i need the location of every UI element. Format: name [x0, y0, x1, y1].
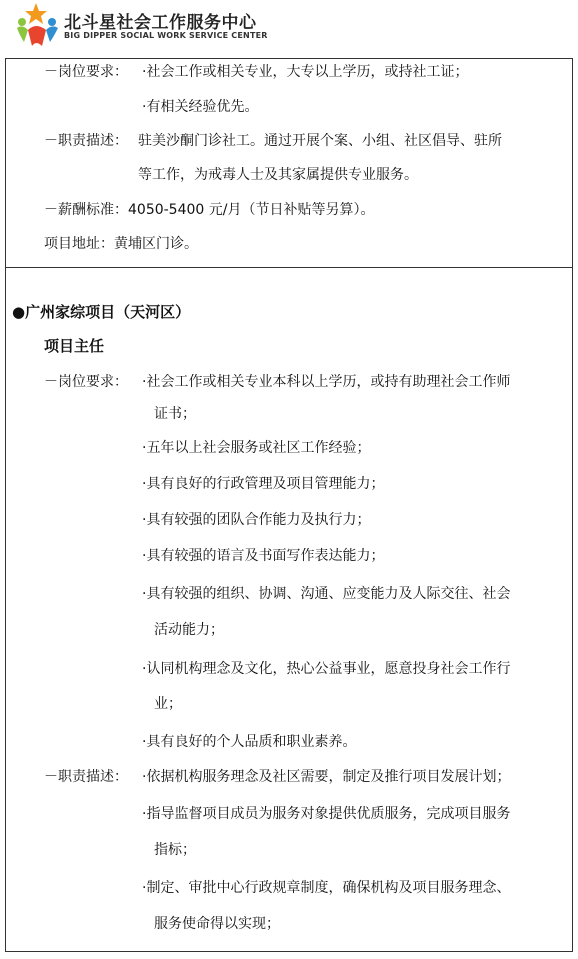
requirement-item-continued: 业； — [154, 696, 182, 712]
requirement-item: ·社会工作或相关专业，大专以上学历，或持社工证； — [142, 64, 469, 80]
duty-text: 驻美沙酮门诊社工。通过开展个案、小组、社区倡导、驻所 — [138, 133, 502, 149]
duty-text: 等工作，为戒毒人士及其家属提供专业服务。 — [138, 167, 418, 183]
requirement-item-continued: 证书； — [154, 406, 196, 422]
logo-icon — [14, 2, 62, 48]
brand-name-cn: 北斗星社会工作服务中心 — [64, 13, 257, 33]
project-title: ●广州家综项目（天河区） — [12, 303, 191, 321]
duty-item: ·依据机构服务理念及社区需要，制定及推行项目发展计划； — [142, 769, 511, 785]
requirement-item: ·具有较强的团队合作能力及执行力； — [142, 512, 371, 528]
requirement-item: ·五年以上社会服务或社区工作经验； — [142, 440, 371, 456]
duty-item: ·制定、审批中心行政规章制度，确保机构及项目服务理念、 — [142, 880, 511, 896]
address-text: 项目地址：黄埔区门诊。 — [44, 236, 198, 252]
requirements-label: －岗位要求： — [44, 374, 128, 390]
job-section-2 — [5, 267, 573, 952]
requirement-item-continued: 活动能力； — [154, 622, 224, 638]
position-title: 项目主任 — [44, 337, 105, 355]
duties-label: －职责描述： — [44, 769, 128, 785]
duty-item-continued: 服务使命得以实现； — [154, 916, 280, 932]
requirement-item: ·认同机构理念及文化，热心公益事业，愿意投身社会工作行 — [142, 661, 511, 677]
requirement-item: ·具有较强的语言及书面写作表达能力； — [142, 548, 385, 564]
requirement-item: ·有相关经验优先。 — [142, 99, 259, 115]
requirement-item: ·具有较强的组织、协调、沟通、应变能力及人际交往、社会 — [142, 586, 511, 602]
requirement-item: ·具有良好的行政管理及项目管理能力； — [142, 476, 385, 492]
requirement-item: ·具有良好的个人品质和职业素养。 — [142, 734, 357, 750]
salary-text: －薪酬标准：4050-5400 元/月（节日补贴等另算）。 — [44, 202, 375, 218]
requirements-label: －岗位要求： — [44, 64, 128, 80]
duty-item-continued: 指标； — [154, 842, 196, 858]
duty-item: ·指导监督项目成员为服务对象提供优质服务，完成项目服务 — [142, 806, 511, 822]
brand-name-en: BIG DIPPER SOCIAL WORK SERVICE CENTER — [64, 31, 268, 40]
header — [0, 0, 578, 56]
duties-label: －职责描述： — [44, 133, 128, 149]
requirement-item: ·社会工作或相关专业本科以上学历，或持有助理社会工作师 — [142, 374, 511, 390]
